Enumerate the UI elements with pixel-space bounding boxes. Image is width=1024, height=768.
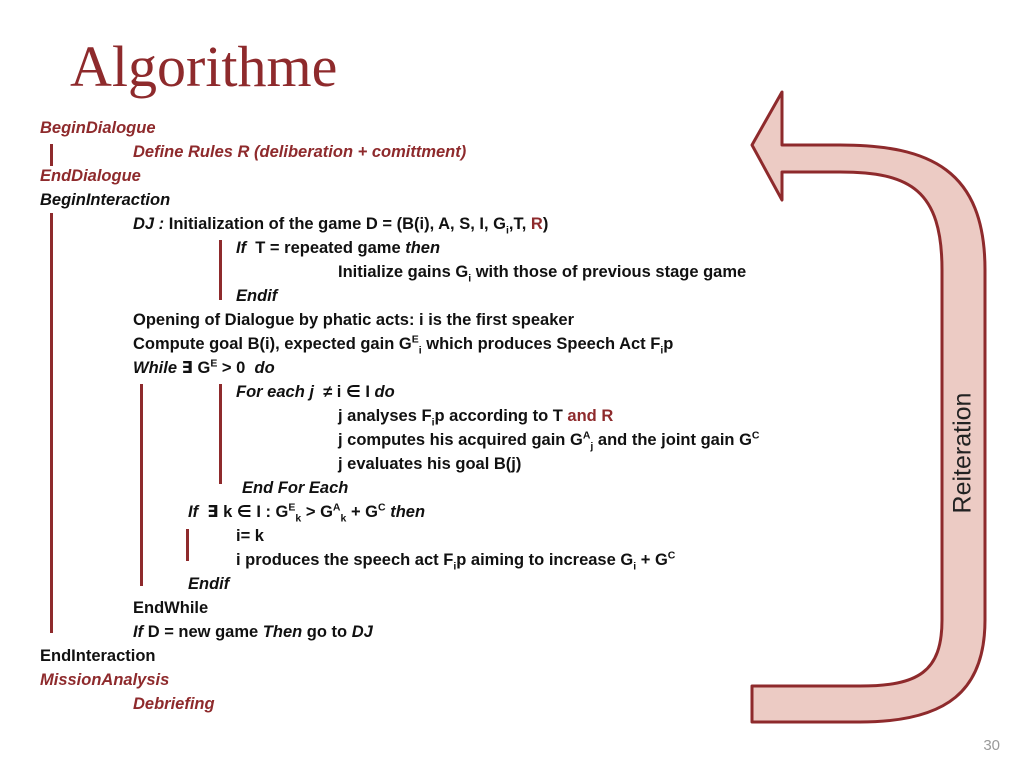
- reiteration-label: Reiteration: [948, 392, 977, 514]
- begin-dialogue-line: BeginDialogue: [40, 119, 156, 137]
- mission-analysis-line: MissionAnalysis: [40, 671, 170, 689]
- if-exists-line: If ∃ k ∈ I : $G^E_k > G^A_k + G^C$ then: [188, 501, 426, 525]
- page-number: 30: [983, 737, 1000, 754]
- foreach-block-bar: [219, 384, 222, 484]
- end-for-each-line: End For Each: [242, 479, 349, 497]
- while-block-bar: [140, 384, 143, 586]
- end-dialogue-line: EndDialogue: [40, 167, 141, 185]
- computes-line: j computes his acquired gain $G^A_j$ and the joint gain $G^C$: [338, 429, 760, 453]
- foreach-line: For each j ≠ i ∈ I do: [236, 383, 395, 401]
- define-rules-line: Define Rules R (deliberation + comittment): [133, 143, 467, 161]
- endif-1-line: Endif: [236, 287, 278, 305]
- dj-line: DJ : Initialization of the game D = (B(i), A, S, I, $G_i,T$, R): [133, 215, 549, 237]
- compute-goal-line: Compute goal B(i), expected gain $G^E_i$ which produces Speech Act $F_ip$: [133, 333, 674, 357]
- begin-interaction-line: BeginInteraction: [40, 191, 171, 209]
- if-repeated-line: If T = repeated game then: [236, 239, 441, 257]
- if-exists-block-bar: [186, 529, 189, 561]
- init-gains-line: Initialize gains $G_i$ with those of previous stage game: [338, 263, 747, 285]
- evaluates-line: j evaluates his goal B(j): [338, 455, 522, 473]
- analyses-line: j analyses $F_ip$ according to T and R: [338, 407, 614, 429]
- opening-line: Opening of Dialogue by phatic acts: i is the first speaker: [133, 311, 575, 329]
- slide-title: Algorithme: [70, 34, 338, 99]
- while-line: While ∃ $G^E > 0$ do: [133, 357, 275, 377]
- interaction-block-bar: [50, 213, 53, 633]
- assign-line: i= k: [236, 527, 264, 545]
- if-repeated-block-bar: [219, 240, 222, 300]
- endif-2-line: Endif: [188, 575, 230, 593]
- end-interaction-line: EndInteraction: [40, 647, 156, 665]
- endwhile-line: EndWhile: [133, 599, 209, 617]
- if-new-game-line: If D = new game Then go to DJ: [133, 623, 373, 641]
- debriefing-line: Debriefing: [133, 695, 215, 713]
- dialogue-block-bar: [50, 144, 53, 166]
- produces-line: i produces the speech act $F_ip$ aiming to increase $G_i + G^C$: [236, 549, 676, 573]
